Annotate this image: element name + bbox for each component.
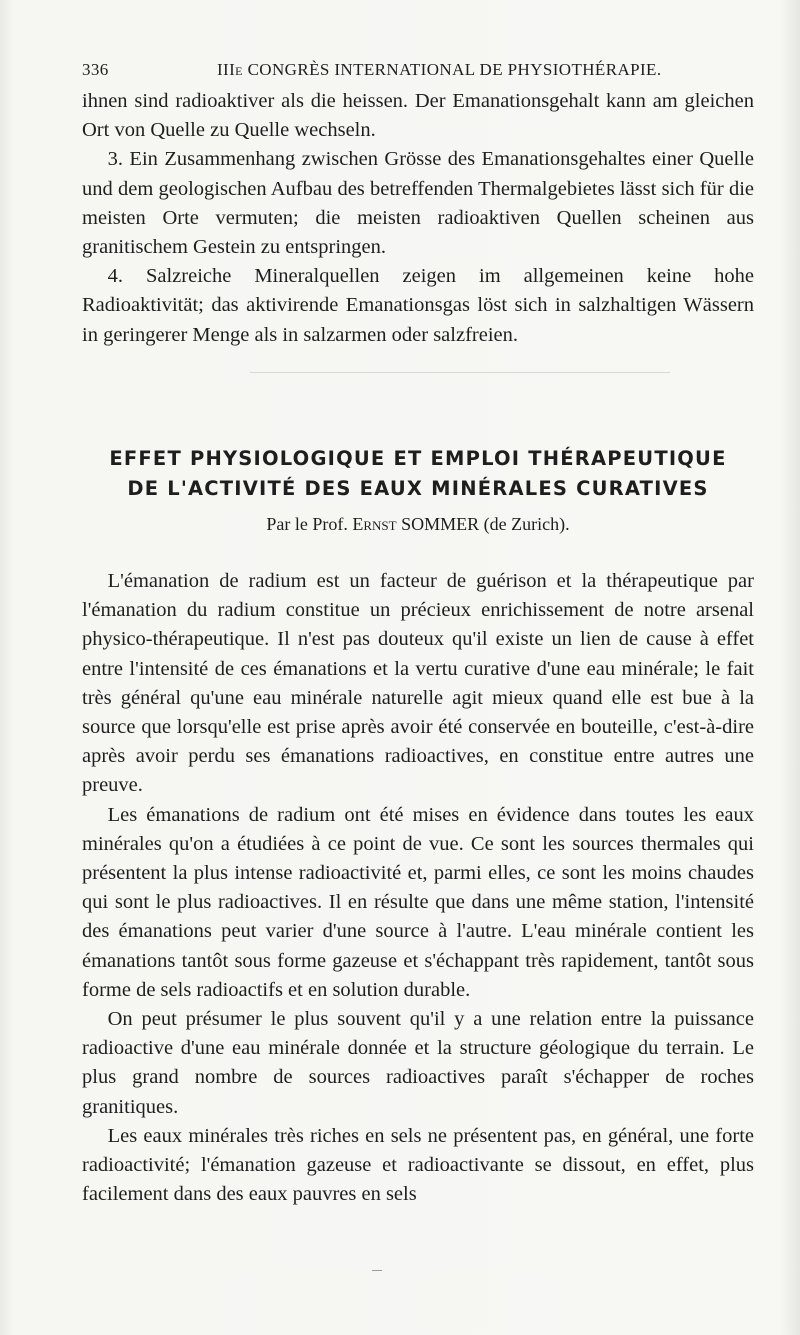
german-section	[82, 87, 754, 350]
page-number: 336	[82, 60, 109, 79]
author-prefix: Par le Prof.	[266, 514, 348, 534]
print-mark	[372, 1270, 382, 1271]
running-head: IIIe CONGRÈS INTERNATIONAL DE PHYSIOTHÉRAPIE.	[217, 60, 662, 79]
author-line	[82, 514, 754, 535]
title-line: DE L'ACTIVITÉ DES EAUX MINÉRALES CURATIVES	[127, 477, 709, 500]
paragraph: 3. Ein Zusammenhang zwischen Grösse des Emanationsgehaltes einer Quelle und dem geologischen Aufbau des betreffenden Thermalgebietes lässt sich für die meisten Orte vermuten; die meisten radioaktiven Quellen scheinen aus granitischem Gestein zu entspringen.	[82, 148, 754, 259]
author-last-name: SOMMER	[401, 514, 480, 534]
author-affiliation: (de Zurich).	[483, 514, 570, 534]
french-section	[82, 567, 754, 1209]
article-title	[82, 444, 754, 504]
paragraph: Les eaux minérales très riches en sels ne présentent pas, en général, une forte radioactivité; l'émanation gazeuse et radioactivante se dissout, en effet, plus facilement dans des eaux pauvres en sels	[82, 1124, 754, 1206]
page-header	[82, 56, 722, 86]
title-line: EFFET PHYSIOLOGIQUE ET EMPLOI THÉRAPEUTIQUE	[109, 447, 727, 470]
paragraph: On peut présumer le plus souvent qu'il y a une relation entre la puissance radioactive d'une eau minérale donnée et la structure géologique du terrain. Le plus grand nombre de sources radioactives paraît s'échapper de roches granitiques.	[82, 1008, 754, 1118]
paragraph: Les émanations de radium ont été mises en évidence dans toutes les eaux minérales qu'on a étudiées à ce point de vue. Ce sont les sources thermales qui présentent la plus intense radioactivité et, parmi elles, ce sont les moins chaudes qui sont le plus radioactives. Il en résulte que dans une même station, l'intensité des émanations peut varier d'une source à l'autre. L'eau minérale contient les émanations tantôt sous forme gazeuse et s'échappant très rapidement, tantôt sous forme de sels radioactifs et en solution durable.	[82, 803, 754, 1001]
paragraph: 4. Salzreiche Mineralquellen zeigen im allgemeinen keine hohe Radioaktivität; das aktivirende Emanationsgas löst sich in salzhaltigen Wässern in geringerer Menge als in salzarmen oder salzfreien.	[82, 265, 754, 346]
paragraph: L'émanation de radium est un facteur de guérison et la thérapeutique par l'émanation du radium constitue un précieux enrichissement de notre arsenal physico-thérapeutique. Il n'est pas douteux qu'il existe un lien de cause à effet entre l'intensité de ces émanations et la vertu curative d'une eau minérale; le fait très général qu'une eau minérale naturelle agit mieux quand elle est bue à la source que lorsqu'elle est prise après avoir été conservée en bouteille, c'est-à-dire après avoir perdu ses émanations radioactives, en constitue entre autres une preuve.	[82, 570, 754, 797]
bleed-through-line	[250, 372, 670, 374]
author-first-name: Ernst	[352, 514, 397, 534]
paragraph: ihnen sind radioaktiver als die heissen. Der Emanationsgehalt kann am gleichen Ort von Quelle zu Quelle wechseln.	[82, 90, 754, 142]
